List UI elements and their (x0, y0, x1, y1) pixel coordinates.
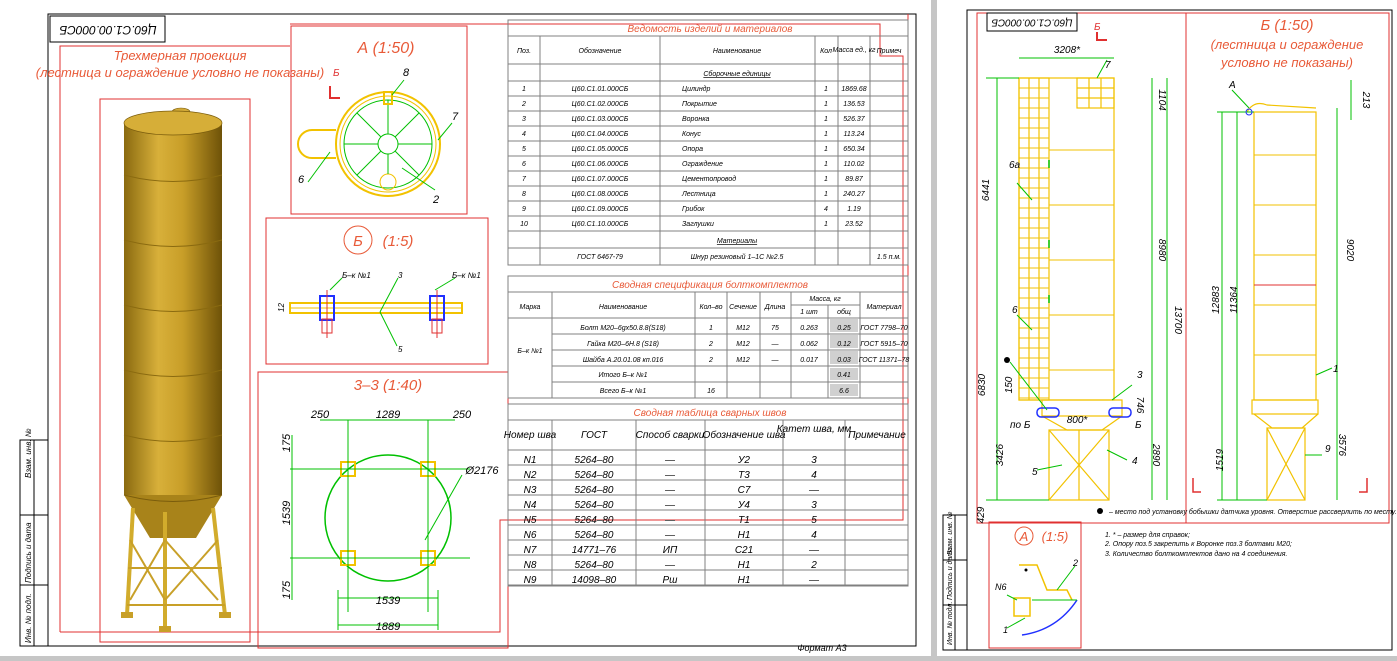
weld-cell: — (809, 575, 819, 586)
weld-cell: — (665, 485, 675, 496)
parts-cell: Ц60.С1.08.000СБ (571, 191, 629, 198)
weld-cell: N6 (523, 530, 537, 541)
parts-cell: 8 (522, 191, 526, 198)
weld-cell: N7 (523, 545, 537, 556)
parts-header-name: Наименование (712, 48, 762, 55)
callout-3: 3 (398, 271, 403, 280)
bolt-cell: 75 (771, 325, 779, 332)
view-b2-sub2: условно не показаны) (1221, 55, 1353, 70)
dim-diameter-2176: Ø2176 (465, 465, 499, 477)
note-3: 3. Количество болткомплектов дано на 4 соединения. (1105, 551, 1288, 558)
note-2: 2. Опору поз.5 закрепить к Воронке поз.3 болтами М20; (1105, 541, 1292, 548)
bolt-cell: ГОСТ 5915–70 (860, 341, 908, 348)
dim-150: 150 (1004, 376, 1015, 394)
weld-cell: N1 (523, 455, 537, 466)
parts-cell: 3 (522, 116, 526, 123)
bolt-cell: 0.062 (800, 341, 818, 348)
view-a-drawing (298, 67, 459, 206)
parts-cell: 136.53 (843, 101, 865, 108)
weld-cell: — (665, 515, 675, 526)
dim-9020: 9020 (1344, 238, 1355, 262)
weld-cell: Т1 (738, 515, 750, 526)
parts-cell: 1 (824, 101, 828, 108)
parts-cell: 110.02 (843, 161, 865, 168)
callout-2: 2 (433, 194, 440, 206)
parts-cell: Цилиндр (682, 86, 711, 93)
format-label: Формат А3 (797, 643, 847, 653)
view-b-scale: (1:5) (382, 233, 414, 250)
weld-cell: N5 (523, 515, 537, 526)
parts-header-mass: Масса ед., кг (832, 47, 876, 54)
bolt-table (508, 276, 909, 398)
label-1: 1 (1333, 364, 1339, 375)
side-stamp-2 (943, 511, 967, 650)
dim-12883: 12883 (1211, 286, 1222, 314)
bolt-cell: ГОСТ 7798–70 (860, 325, 908, 332)
weld-cell: 5 (811, 515, 817, 526)
bolt-cell: 0.12 (837, 341, 851, 348)
weld-cell: Н1 (737, 560, 751, 571)
weld-header-note: Примечание (848, 430, 906, 441)
note-1: 1. * – размер для справок; (1105, 532, 1190, 539)
parts-cell: Ц60.С1.03.000СБ (571, 116, 629, 123)
dim-3576: 3576 (1336, 433, 1347, 457)
parts-cell: 1 (824, 221, 828, 228)
parts-header-code: Обозначение (578, 48, 622, 55)
dim-429: 429 (976, 506, 987, 524)
weld-cell: Н1 (737, 575, 751, 586)
parts-cell: 23.52 (845, 221, 863, 228)
label-7: 7 (1105, 60, 1111, 71)
dim-2890: 2890 (1150, 443, 1161, 467)
parts-cell: Заглушки (682, 221, 714, 228)
weld-cell: 5264–80 (574, 485, 614, 496)
section-title: 3–3 (1:40) (353, 377, 423, 394)
parts-cell: Грибок (682, 206, 705, 213)
drawing-sheet-2 (937, 0, 1397, 656)
dim-1889: 1889 (375, 621, 401, 633)
detail-a-mark: А (1019, 529, 1029, 544)
iso-title: Трехмерная проекция (113, 48, 247, 63)
sheet-2-canvas (937, 0, 1397, 656)
parts-cell: 5 (522, 146, 526, 153)
section-drawing (281, 409, 499, 633)
dim-6830: 6830 (977, 373, 988, 397)
label-b: Б (1135, 420, 1142, 431)
parts-cell: 1 (824, 86, 828, 93)
weld-cell: У2 (738, 455, 750, 466)
parts-cell: Ц60.С1.05.000СБ (571, 146, 629, 153)
view-b-drawing (277, 271, 481, 354)
weld-cell: 5264–80 (574, 560, 614, 571)
parts-cell: 1 (824, 131, 828, 138)
weld-cell: 5264–80 (574, 515, 614, 526)
label-4: 4 (1132, 456, 1138, 467)
parts-cell: 4 (522, 131, 526, 138)
parts-cell: 7 (522, 176, 526, 183)
weld-cell: 14098–80 (571, 575, 617, 586)
parts-cell: Ц60.С1.09.000СБ (571, 206, 629, 213)
iso-subtitle: (лестница и ограждение условно не показаны) (35, 65, 325, 80)
bolt-cell: — (771, 357, 779, 364)
parts-header-note: Примеч (876, 48, 902, 55)
weld-cell: — (665, 500, 675, 511)
bolt-mark: Б–к №1 (517, 348, 543, 355)
weld-cell: ИП (662, 545, 678, 556)
bolt-header-mass: Масса, кг (809, 296, 841, 303)
dim-6441: 6441 (981, 178, 992, 202)
view-a-title: А (1:50) (357, 40, 415, 57)
detail-a-label-1: 1 (1003, 625, 1009, 635)
weld-cell: 5264–80 (574, 455, 614, 466)
bolt-cell: 0.03 (837, 357, 851, 364)
weld-header-leg: Катет шва, мм (776, 424, 852, 435)
parts-cell: 113.24 (843, 131, 865, 138)
weld-cell: 3 (811, 455, 817, 466)
side-stamp (20, 428, 48, 646)
weld-cell: N2 (523, 470, 537, 481)
parts-cell: 6 (522, 161, 526, 168)
parts-rows (508, 81, 908, 231)
side-view (1193, 80, 1371, 500)
weld-cell: 2 (811, 560, 817, 571)
label-6a: 6а (1009, 160, 1021, 171)
parts-cell: 1 (824, 161, 828, 168)
bolt-cell: Болт М20–6gх50.8.8(S18) (580, 325, 666, 332)
parts-cell: 1 (522, 86, 526, 93)
bolt-header-total: общ (837, 309, 851, 316)
detail-a-n6: N6 (995, 582, 1007, 592)
detail-a-scale: (1:5) (1041, 529, 1069, 544)
parts-cell: 240.27 (843, 191, 865, 198)
parts-cell: 1.19 (847, 206, 861, 213)
parts-cell: 650.34 (843, 146, 865, 153)
stamp2-field-2: Подпись и дата (947, 547, 954, 600)
drawing-code: Ц60.С1.00.000СБ (59, 22, 157, 37)
parts-cell: Опора (682, 146, 703, 153)
bolt-header-unit: 1 шт (800, 309, 818, 316)
dim-1539-horizontal: 1539 (375, 595, 401, 607)
weld-cell: 4 (811, 530, 817, 541)
weld-cell: — (665, 530, 675, 541)
stamp2-field-3: Взам. инв. № (947, 511, 954, 555)
label-6: 6 (1012, 305, 1018, 316)
weld-cell: Н1 (737, 530, 751, 541)
dim-3426: 3426 (995, 443, 1006, 467)
bolt-cell: 2 (709, 341, 713, 348)
bolt-cell: 2 (709, 357, 713, 364)
bolt-cell: — (771, 341, 779, 348)
parts-cell: Покрытие (682, 101, 717, 108)
view-b-frame (266, 218, 488, 364)
label-5: 5 (1032, 467, 1038, 478)
bolt-total-value: 0.41 (837, 372, 851, 379)
dim-746: 746 (1134, 396, 1145, 414)
material-gost: ГОСТ 6467-79 (577, 254, 623, 261)
parts-cell: 2 (522, 101, 526, 108)
detail-a-label-2: 2 (1073, 558, 1079, 568)
dim-11364: 11364 (1229, 286, 1240, 314)
callout-8: 8 (403, 67, 410, 79)
bolt-cell: 1 (709, 325, 713, 332)
parts-cell: 4 (824, 206, 828, 213)
bolt-header-section: Сечение (729, 304, 757, 311)
dim-250-right: 250 (452, 409, 472, 421)
weld-cell: 14771–76 (571, 545, 617, 556)
parts-header-qty: Кол (820, 48, 832, 55)
detail-a-drawing (995, 558, 1078, 635)
dim-1539-vertical: 1539 (281, 500, 293, 526)
notes (1097, 508, 1397, 558)
weld-cell: Т3 (738, 470, 750, 481)
callout-bk1-left: Б–к №1 (342, 271, 371, 280)
bolt-header-material: Материал (866, 304, 902, 311)
parts-table (508, 20, 908, 265)
bolt-grand-qty: 16 (707, 388, 715, 395)
view-b-title: Б (353, 233, 363, 250)
parts-cell: 1 (824, 191, 828, 198)
weld-table (504, 404, 908, 586)
dim-213: 213 (1360, 91, 1371, 109)
dim-175-top: 175 (281, 433, 293, 453)
bolt-cell: 0.263 (800, 325, 818, 332)
weld-cell: Рш (662, 575, 678, 586)
mark-b-2: Б (1094, 22, 1101, 33)
parts-cell: 1 (824, 116, 828, 123)
weld-cell: N3 (523, 485, 537, 496)
mark-b: Б (333, 68, 340, 79)
weld-cell: С7 (737, 485, 751, 496)
weld-cell: — (665, 470, 675, 481)
bolt-table-title: Сводная спецификация болткомплектов (611, 280, 809, 291)
dim-250-left: 250 (310, 409, 330, 421)
weld-header-method: Способ сварки (635, 430, 705, 441)
weld-cell: У4 (738, 500, 750, 511)
bolt-grand-label: Всего Б–к №1 (599, 388, 647, 395)
parts-cell: Ц60.С1.02.000СБ (571, 101, 629, 108)
weld-cell: 5264–80 (574, 500, 614, 511)
weld-cell: N4 (523, 500, 537, 511)
dim-13700: 13700 (1172, 306, 1183, 334)
bolt-cell: М12 (736, 341, 750, 348)
stamp-field-1: Инв. № подл. (24, 593, 33, 643)
weld-cell: 5264–80 (574, 530, 614, 541)
material-name: Шнур резиновый 1–1С №2.5 (690, 254, 784, 261)
weld-cell: 3 (811, 500, 817, 511)
silo-3d-render (121, 108, 231, 632)
bolt-cell: ГОСТ 11371–78 (858, 357, 910, 364)
callout-7: 7 (452, 111, 459, 123)
label-po-b: по Б (1010, 420, 1031, 431)
parts-cell: Ц60.С1.06.000СБ (571, 161, 629, 168)
weld-cell: 4 (811, 470, 817, 481)
parts-cell: 10 (520, 221, 528, 228)
parts-cell: Лестница (682, 191, 716, 198)
parts-table-title: Ведомость изделий и материалов (627, 24, 793, 35)
drawing-code-2: Ц60.С1.00.000СБ (991, 16, 1073, 28)
parts-section-units: Сборочные единицы (703, 71, 771, 78)
bolt-cell: Шайба А.20.01.08 кп.016 (582, 357, 664, 364)
weld-cell: — (665, 455, 675, 466)
label-9: 9 (1325, 444, 1331, 455)
front-view (976, 45, 1183, 523)
bolt-cell: 0.25 (837, 325, 851, 332)
dim-175-bottom: 175 (281, 580, 293, 600)
weld-cell: С21 (734, 545, 754, 556)
weld-cell: — (665, 560, 675, 571)
parts-cell: Цементопровод (682, 176, 737, 183)
parts-cell: 1 (824, 176, 828, 183)
label-3: 3 (1137, 370, 1143, 381)
parts-cell: Ц60.С1.04.000СБ (571, 131, 629, 138)
bolt-header-qty: Кол–во (699, 304, 723, 311)
bolt-cell: М12 (736, 357, 750, 364)
dim-800: 800* (1066, 415, 1088, 426)
parts-cell: Воронка (682, 116, 710, 123)
mark-a: А (1229, 80, 1236, 91)
parts-cell: Ограждение (682, 161, 723, 168)
bolt-header-name: Наименование (598, 304, 648, 311)
weld-cell: — (809, 485, 819, 496)
parts-cell: 1869.68 (841, 86, 867, 93)
parts-section-materials: Материалы (716, 238, 758, 245)
bolt-cell: М12 (736, 325, 750, 332)
parts-cell: Ц60.С1.01.000СБ (571, 86, 629, 93)
bolt-rows (552, 319, 909, 364)
weld-cell: N9 (523, 575, 537, 586)
material-qty: 1.5 п.м. (876, 254, 902, 261)
parts-header-pos: Поз. (516, 48, 532, 55)
view-b2-sub1: (лестница и ограждение (1210, 37, 1364, 52)
stamp-field-2: Подпись и дата (24, 522, 33, 583)
bolt-cell: Гайка М20–6Н.8 (S18) (587, 341, 659, 348)
parts-cell: Ц60.С1.07.000СБ (571, 176, 629, 183)
callout-5: 5 (398, 345, 403, 354)
weld-cell: — (809, 545, 819, 556)
dim-1104: 1104 (1156, 89, 1167, 111)
weld-header-num: Номер шва (503, 430, 557, 441)
weld-table-title: Сводная таблица сварных швов (633, 408, 787, 419)
dim-1289: 1289 (375, 409, 401, 421)
parts-cell: 1 (824, 146, 828, 153)
view-b2-title: Б (1:50) (1260, 17, 1314, 34)
note-marker: – место под установку бобышки датчика уровня. Отверстие рассверлить по месту. (1109, 509, 1397, 516)
weld-header-symbol: Обозначение шва (702, 430, 786, 441)
parts-cell: 9 (522, 206, 526, 213)
callout-6: 6 (298, 174, 305, 186)
bolt-header-length: Длина (764, 304, 786, 311)
weld-cell: 5264–80 (574, 470, 614, 481)
dim-12: 12 (277, 303, 286, 312)
bolt-total-label: Итого Б–к №1 (598, 372, 648, 379)
parts-cell: 89.87 (845, 176, 863, 183)
bolt-header-mark: Марка (519, 304, 541, 311)
dim-1519: 1519 (1215, 448, 1226, 472)
bolt-cell: 0.017 (800, 357, 818, 364)
parts-cell: Ц60.С1.10.000СБ (571, 221, 629, 228)
dim-8980: 8980 (1156, 238, 1167, 262)
stamp2-field-1: Инв. № подл. (947, 601, 954, 645)
parts-cell: Конус (682, 131, 701, 138)
parts-cell: 526.37 (843, 116, 865, 123)
callout-bk1-right: Б–к №1 (452, 271, 481, 280)
bolt-grand-value: 6.6 (839, 388, 849, 395)
weld-cell: N8 (523, 560, 537, 571)
dim-3208: 3208* (1053, 45, 1081, 56)
stamp-field-3: Взам. инв. № (24, 428, 33, 478)
weld-header-gost: ГОСТ (581, 430, 607, 441)
